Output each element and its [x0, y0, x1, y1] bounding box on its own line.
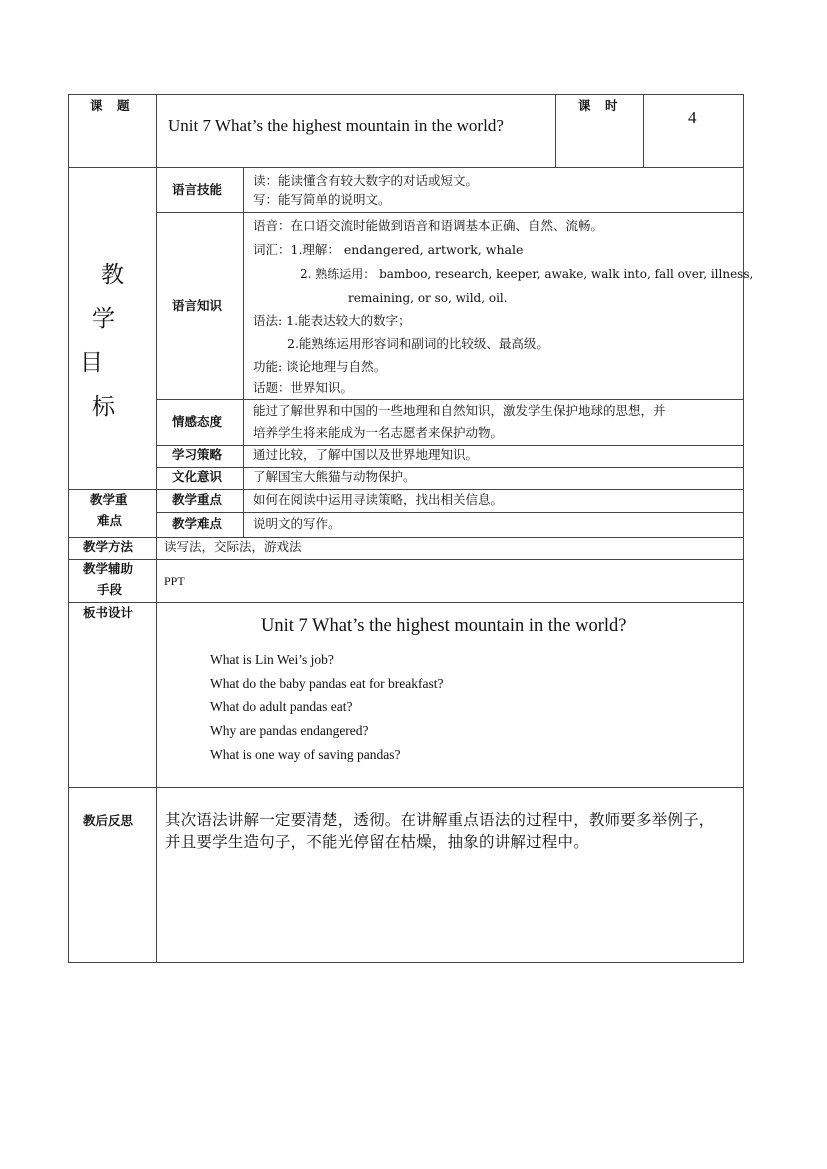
board-question: What is Lin Wei’s job? — [210, 652, 334, 667]
row-label-language-skills: 语言技能 — [172, 182, 223, 197]
key-points-label: 教学重 — [90, 492, 128, 507]
board-label: 板书设计 — [83, 605, 134, 620]
learning-strategy-text: 通过比较，了解中国以及世界地理知识。 — [253, 447, 479, 462]
language-knowledge-line: 词汇：1.理解： endangered, artwork, whale — [253, 242, 524, 257]
language-knowledge-line: 话题：世界知识。 — [253, 380, 354, 395]
reflection-line: 并且要学生造句子，不能光停留在枯燥，抽象的讲解过程中。 — [165, 833, 589, 851]
period-value: 4 — [688, 108, 697, 127]
board-question: What do adult pandas eat? — [210, 699, 353, 714]
language-knowledge-line: 2. 熟练运用： bamboo, research, keeper, awake, walk into, fall over, illness, — [300, 267, 754, 281]
aids-label: 教学辅助 — [83, 561, 134, 576]
table-divider — [156, 212, 744, 213]
language-knowledge-line: 功能: 谈论地理与自然。 — [253, 359, 387, 374]
objectives-label-char: 教 — [101, 262, 124, 288]
language-skills-line: 读：能读懂含有较大数字的对话或短文。 — [253, 173, 479, 188]
aids-label: 手段 — [97, 582, 123, 597]
board-question: What is one way of saving pandas? — [210, 747, 401, 762]
methods-label: 教学方法 — [83, 539, 134, 554]
affect-line: 能过了解世界和中国的一些地理和自然知识，激发学生保护地球的思想，并 — [253, 403, 666, 418]
objectives-label-char: 标 — [92, 394, 115, 420]
lesson-title: Unit 7 What’s the highest mountain in the world? — [168, 116, 504, 135]
language-knowledge-line: 2.能熟练运用形容词和副词的比较级、最高级。 — [287, 336, 549, 351]
methods-text: 读写法，交际法，游戏法 — [164, 539, 302, 554]
language-knowledge-line: 语音：在口语交流时能做到语音和语调基本正确、自然、流畅。 — [253, 218, 604, 233]
row-label-language-knowledge: 语言知识 — [172, 298, 223, 313]
table-divider — [156, 512, 744, 513]
table-divider — [555, 94, 556, 167]
objectives-label-char: 学 — [92, 306, 115, 332]
table-divider — [156, 467, 744, 468]
cultural-awareness-text: 了解国宝大熊猫与动物保护。 — [253, 469, 416, 484]
table-divider — [68, 602, 744, 603]
topic-label: 课 题 — [90, 98, 131, 113]
difficult-point-text: 说明文的写作。 — [253, 516, 341, 531]
table-divider — [156, 445, 744, 446]
table-divider — [243, 167, 244, 537]
row-label-affect: 情感态度 — [172, 414, 223, 429]
table-divider — [68, 167, 744, 168]
row-label-difficult-point: 教学难点 — [172, 516, 223, 531]
table-divider — [156, 399, 744, 400]
key-point-text: 如何在阅读中运用寻读策略，找出相关信息。 — [253, 492, 504, 507]
language-knowledge-line: remaining, or so, wild, oil. — [348, 291, 508, 305]
board-question: Why are pandas endangered? — [210, 723, 369, 738]
objectives-label-char: 目 — [80, 350, 103, 376]
affect-line: 培养学生将来能成为一名志愿者来保护动物。 — [253, 425, 504, 440]
table-divider — [68, 537, 744, 538]
row-label-learning-strategy: 学习策略 — [172, 447, 223, 462]
language-knowledge-line: 语法: 1.能表达较大的数字； — [253, 313, 411, 328]
table-divider — [68, 489, 744, 490]
board-title: Unit 7 What’s the highest mountain in the world? — [261, 616, 627, 636]
period-label: 课 时 — [578, 98, 619, 113]
table-divider — [68, 787, 744, 788]
table-divider — [643, 94, 644, 167]
row-label-cultural-awareness: 文化意识 — [172, 469, 223, 484]
table-divider — [68, 559, 744, 560]
aids-text: PPT — [164, 574, 185, 588]
table-divider — [156, 94, 157, 963]
row-label-key-point: 教学重点 — [172, 492, 223, 507]
reflection-line: 其次语法讲解一定要清楚，透彻。在讲解重点语法的过程中，教师要多举例子， — [165, 811, 715, 829]
reflection-label: 教后反思 — [83, 813, 134, 828]
language-skills-line: 写：能写简单的说明文。 — [253, 192, 391, 207]
key-points-label: 难点 — [97, 513, 123, 528]
board-question: What do the baby pandas eat for breakfast? — [210, 676, 444, 691]
